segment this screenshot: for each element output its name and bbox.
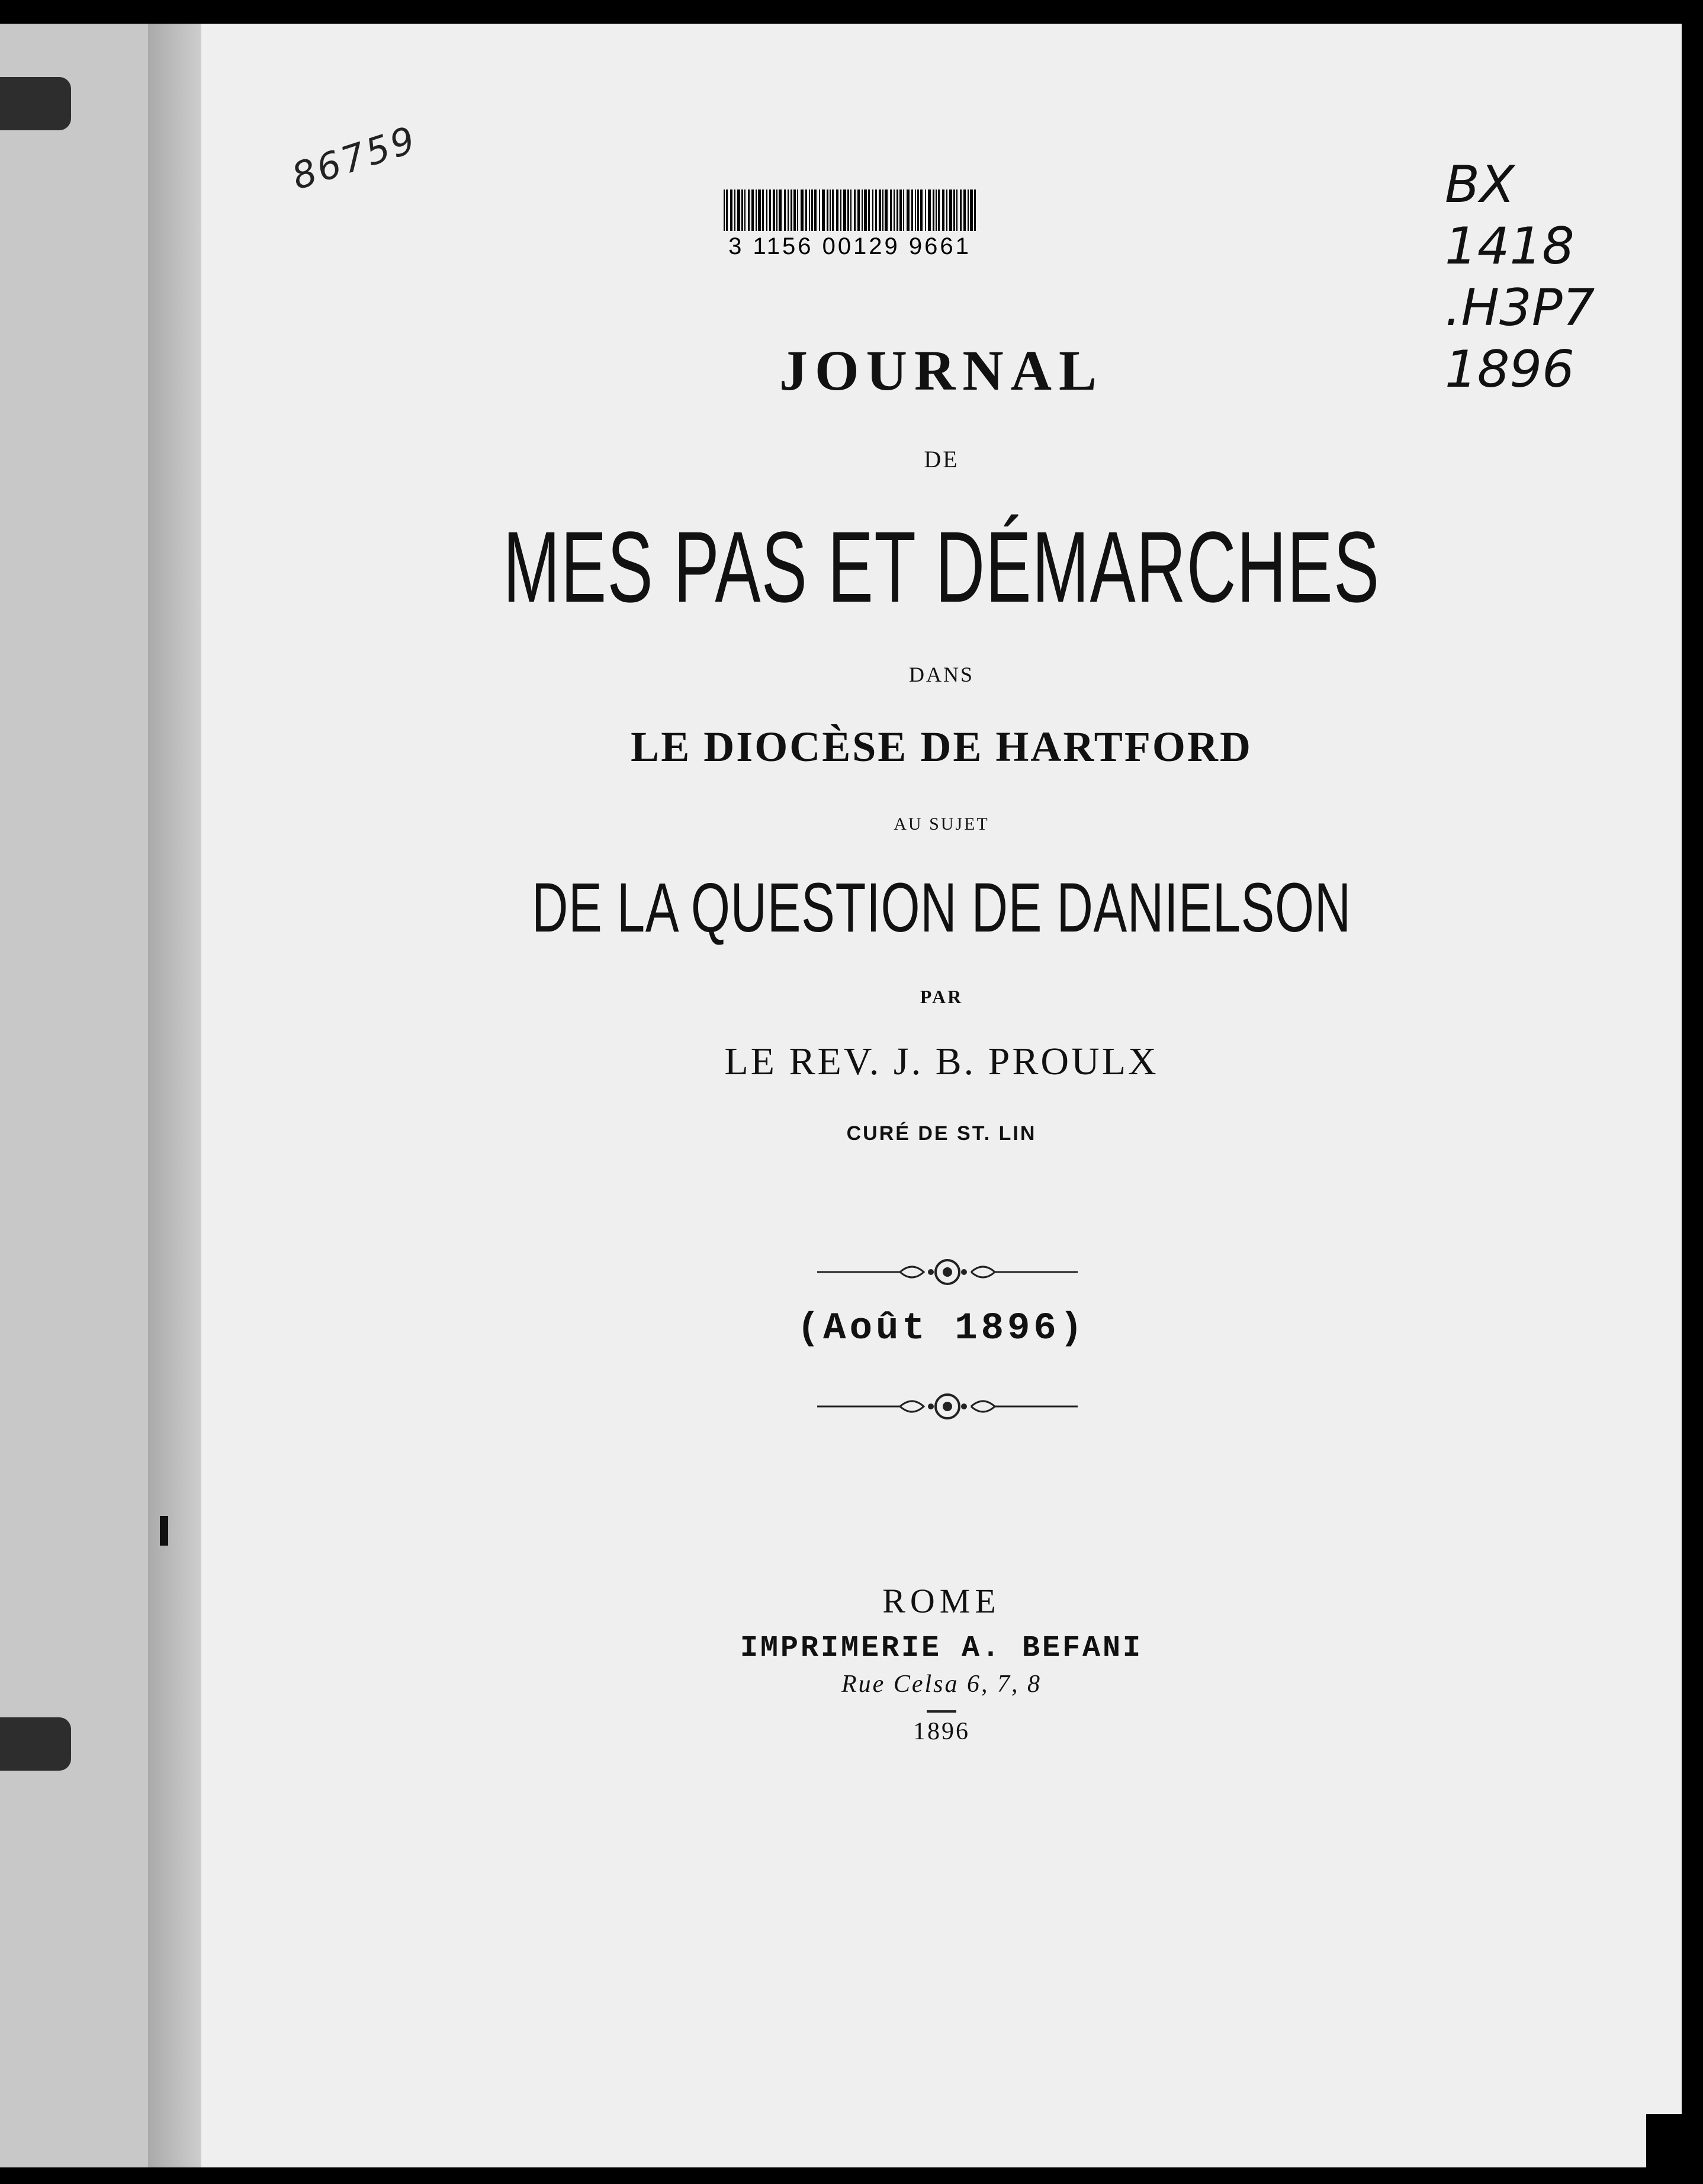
question-line: DE LA QUESTION DE DANIELSON — [532, 869, 1351, 947]
de-line: DE — [924, 446, 959, 473]
barcode-number: 3 1156 00129 9661 — [728, 233, 971, 259]
call-number-line: .H3P7 — [1445, 278, 1595, 338]
imprint-street: Rue Celsa 6, 7, 8 — [841, 1671, 1042, 1698]
barcode — [693, 190, 1007, 260]
journal-heading: JOURNAL — [779, 339, 1104, 402]
imprint-year: 1896 — [913, 1718, 970, 1745]
spine-tab-bottom — [0, 1717, 71, 1771]
main-title: MES PAS ET DÉMARCHES — [503, 511, 1380, 624]
ornament-divider — [805, 1389, 1090, 1424]
spine-tab-top — [0, 77, 71, 130]
publication-date: (Août 1896) — [796, 1308, 1087, 1350]
imprint-printer: IMPRIMERIE A. BEFANI — [740, 1631, 1143, 1665]
author-title: CURÉ DE ST. LIN — [846, 1122, 1037, 1145]
call-number-line: BX — [1445, 155, 1515, 214]
ornament-divider — [805, 1254, 1090, 1290]
accession-number: 86759 — [287, 117, 423, 198]
dans-line: DANS — [908, 663, 974, 686]
imprint-city: ROME — [882, 1582, 1001, 1620]
barcode-bars — [693, 190, 1007, 231]
call-number-line: 1896 — [1445, 340, 1575, 399]
author-name: LE REV. J. B. PROULX — [724, 1040, 1159, 1083]
diocese-line: LE DIOCÈSE DE HARTFORD — [631, 723, 1252, 770]
scan-corner-mark — [1646, 2114, 1682, 2167]
imprint-rule — [927, 1710, 956, 1713]
call-number-line: 1418 — [1445, 217, 1575, 276]
au-sujet-line: AU SUJET — [894, 814, 989, 834]
par-line: PAR — [920, 986, 963, 1007]
title-page — [201, 24, 1682, 2167]
spine-mark — [160, 1516, 168, 1546]
